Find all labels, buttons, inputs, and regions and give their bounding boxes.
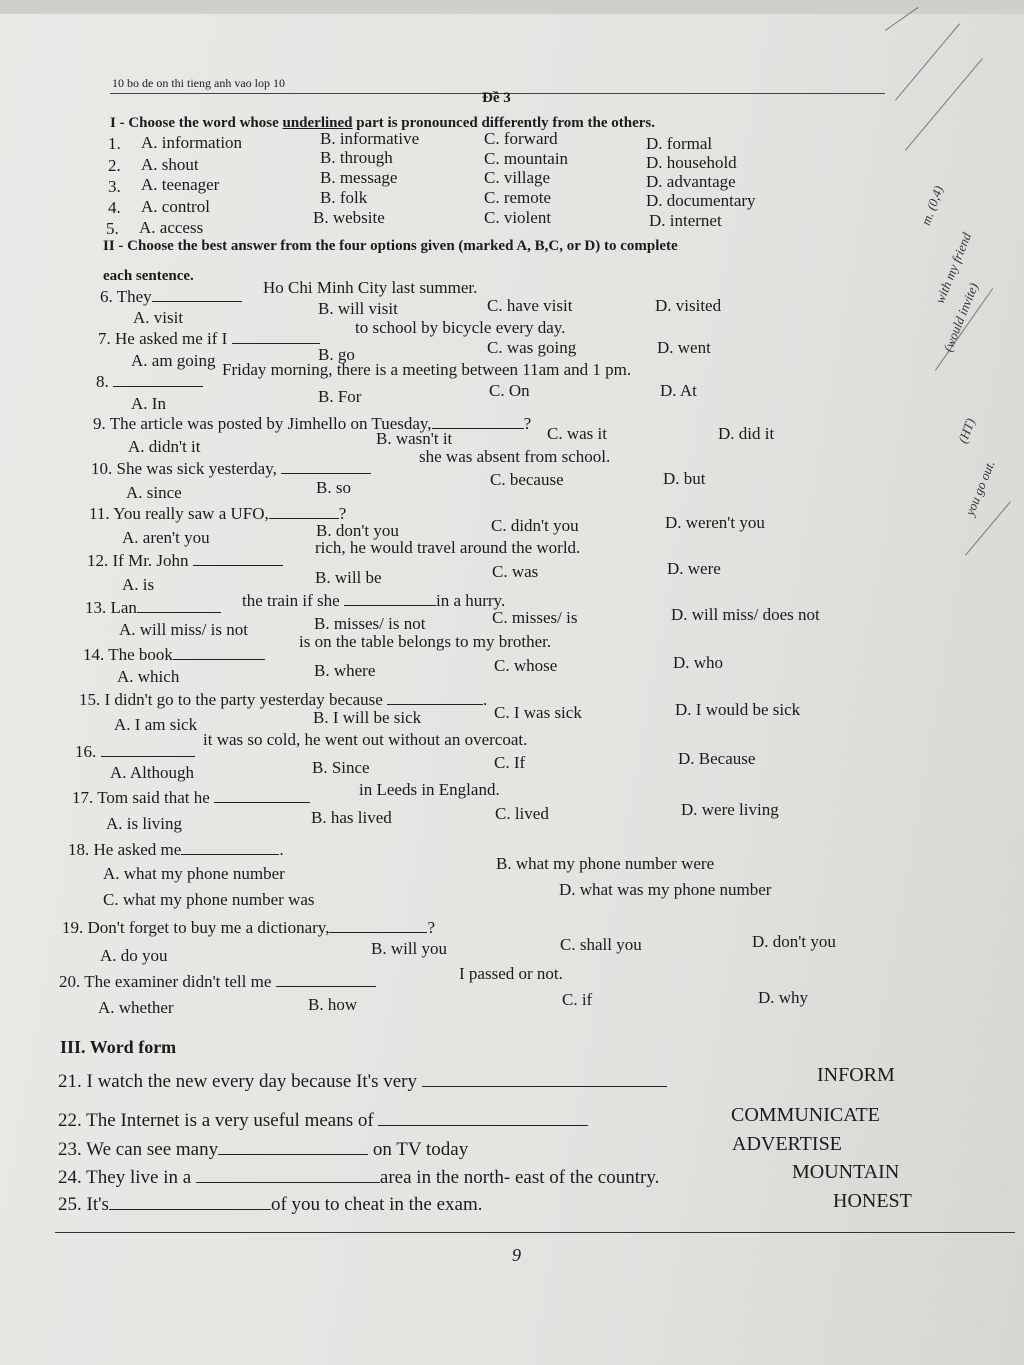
option-a: A. shout xyxy=(141,155,199,174)
question-13: 13. Lan xyxy=(85,598,221,618)
question-19: 19. Don't forget to buy me a dictionary, ? xyxy=(62,918,435,937)
option-c: C. whose xyxy=(494,656,558,675)
option-d: D. At xyxy=(660,381,697,400)
option-a: A. I am sick xyxy=(114,715,198,734)
question-12: 12. If Mr. John xyxy=(87,551,283,571)
option-a: A. since xyxy=(126,483,182,502)
question-6: 6. They xyxy=(100,287,242,307)
option-b: B. has lived xyxy=(311,808,392,827)
option-c: C. forward xyxy=(484,129,558,148)
question-6-cont: Ho Chi Minh City last summer. xyxy=(263,278,478,297)
question-20-cont: I passed or not. xyxy=(459,964,563,983)
option-c: C. because xyxy=(490,470,564,489)
option-a: A. control xyxy=(141,197,210,216)
option-b: B. how xyxy=(308,995,358,1014)
option-a: A. which xyxy=(117,667,180,686)
option-a: A. Although xyxy=(110,763,195,782)
option-d: D. what was my phone number xyxy=(559,880,772,899)
option-b: B. go xyxy=(318,345,355,364)
option-b: B. will be xyxy=(315,568,382,587)
source-header: 10 bo de on thi tieng anh vao lop 10 xyxy=(112,76,285,90)
option-c: C. I was sick xyxy=(494,703,582,722)
option-d: D. weren't you xyxy=(665,513,765,532)
margin-handwriting: (HT) xyxy=(955,416,978,446)
word-25: HONEST xyxy=(833,1190,912,1212)
option-c: C. what my phone number was xyxy=(103,890,315,909)
option-d: D. Because xyxy=(678,749,756,768)
option-a: A. am going xyxy=(131,351,216,370)
question-16: 16. xyxy=(75,742,195,762)
question-16-cont: it was so cold, he went out without an overcoat. xyxy=(203,730,528,749)
option-d: D. internet xyxy=(649,211,722,230)
question-7-cont: to school by bicycle every day. xyxy=(355,318,566,337)
exam-number: Đề 3 xyxy=(482,90,511,106)
option-d: D. who xyxy=(673,653,724,672)
question-10-cont: she was absent from school. xyxy=(419,447,611,466)
q-number: 2. xyxy=(108,156,121,175)
section2-title: II - Choose the best answer from the four options given (marked A, B,C, or D) to complete xyxy=(103,238,678,254)
option-a: A. access xyxy=(139,218,204,237)
question-14: 14. The book xyxy=(83,645,265,665)
option-c: C. lived xyxy=(495,804,549,823)
option-d: D. why xyxy=(758,988,809,1007)
question-8-cont: Friday morning, there is a meeting between 11am and 1 pm. xyxy=(222,360,632,379)
option-c: C. shall you xyxy=(560,935,642,954)
option-b: B. misses/ is not xyxy=(314,614,426,633)
page-edge-line xyxy=(905,58,983,151)
option-d: D. advantage xyxy=(646,172,736,191)
option-b: B. where xyxy=(314,661,376,680)
option-a: A. what my phone number xyxy=(103,864,285,883)
question-9: 9. The article was posted by Jimhello on Tuesday, ? xyxy=(93,414,532,433)
option-b: B. I will be sick xyxy=(313,708,422,727)
option-a: A. information xyxy=(141,133,243,152)
option-c: C. didn't you xyxy=(491,516,579,535)
margin-handwriting: with my friend xyxy=(932,230,975,306)
option-d: D. documentary xyxy=(646,191,756,210)
question-25: 25. It's of you to cheat in the exam. xyxy=(58,1194,483,1215)
word-24: MOUNTAIN xyxy=(792,1161,900,1183)
section1-title: I - Choose the word whose underlined part is pronounced differently from the others. xyxy=(110,115,656,131)
option-c: C. was xyxy=(492,562,539,581)
option-b: B. what my phone number were xyxy=(496,854,715,873)
question-15: 15. I didn't go to the party yesterday because . xyxy=(79,690,488,709)
option-c: C. village xyxy=(484,168,551,187)
option-a: A. is xyxy=(122,575,155,594)
word-22: COMMUNICATE xyxy=(731,1104,880,1126)
question-13-cont: the train if she in a hurry. xyxy=(242,591,506,610)
option-c: C. If xyxy=(494,753,526,772)
page-number: 9 xyxy=(512,1245,521,1265)
question-21: 21. I watch the new every day because It's very xyxy=(58,1071,667,1093)
option-d: D. did it xyxy=(718,424,775,443)
margin-handwriting: you go out. xyxy=(962,458,998,518)
option-c: C. was it xyxy=(547,424,607,443)
option-d: D. don't you xyxy=(752,932,836,951)
question-10: 10. She was sick yesterday, xyxy=(91,459,371,479)
option-c: C. mountain xyxy=(484,149,569,168)
question-23: 23. We can see many on TV today xyxy=(58,1139,469,1160)
option-b: B. For xyxy=(318,387,362,406)
option-a: A. will miss/ is not xyxy=(119,620,248,639)
option-b: B. wasn't it xyxy=(376,429,453,448)
option-d: D. household xyxy=(646,153,737,172)
option-a: A. aren't you xyxy=(122,528,210,547)
option-b: B. so xyxy=(316,478,351,497)
page-edge-line xyxy=(895,23,960,100)
option-a: A. is living xyxy=(106,814,183,833)
question-12-cont: rich, he would travel around the world. xyxy=(315,538,581,557)
q-number: 5. xyxy=(106,219,119,238)
option-b: B. website xyxy=(313,208,385,227)
option-b: B. folk xyxy=(320,188,368,207)
section3-title: III. Word form xyxy=(60,1037,177,1057)
section2-title-cont: each sentence. xyxy=(103,268,194,284)
option-c: C. On xyxy=(489,381,530,400)
option-c: C. remote xyxy=(484,188,552,207)
option-a: A. whether xyxy=(98,998,174,1017)
question-8: 8. xyxy=(96,372,203,392)
q-number: 3. xyxy=(108,177,121,196)
question-7: 7. He asked me if I xyxy=(98,329,320,349)
option-c: C. was going xyxy=(487,338,577,357)
option-b: B. will you xyxy=(371,939,448,958)
question-20: 20. The examiner didn't tell me xyxy=(59,972,376,992)
margin-handwriting: m. (0,4) xyxy=(918,183,947,228)
option-b: B. don't you xyxy=(316,521,399,540)
option-a: A. do you xyxy=(100,946,168,965)
q-number: 4. xyxy=(108,198,121,217)
option-d: D. went xyxy=(657,338,711,357)
option-a: A. In xyxy=(131,394,166,413)
page-edge-line xyxy=(885,7,918,31)
question-18: 18. He asked me . xyxy=(68,840,284,859)
option-d: D. formal xyxy=(646,134,713,153)
option-c: C. misses/ is xyxy=(492,608,578,627)
option-b: B. message xyxy=(320,168,398,187)
option-a: A. didn't it xyxy=(128,437,201,456)
option-c: C. have visit xyxy=(487,296,573,315)
option-d: D. were xyxy=(667,559,721,578)
margin-handwriting: (would invite) xyxy=(940,280,982,354)
option-b: B. Since xyxy=(312,758,370,777)
option-d: D. I would be sick xyxy=(675,700,801,719)
q-number: 1. xyxy=(108,134,121,153)
question-17: 17. Tom said that he xyxy=(72,788,310,808)
word-21: INFORM xyxy=(817,1064,895,1086)
option-c: C. if xyxy=(562,990,593,1009)
option-b: B. informative xyxy=(320,129,420,148)
question-24: 24. They live in a area in the north- east of the country. xyxy=(58,1167,660,1188)
question-17-cont: in Leeds in England. xyxy=(359,780,500,799)
option-b: B. through xyxy=(320,148,393,167)
footer-rule xyxy=(55,1232,1015,1233)
question-11: 11. You really saw a UFO, ? xyxy=(89,504,347,523)
question-14-cont: is on the table belongs to my brother. xyxy=(299,632,552,651)
option-d: D. will miss/ does not xyxy=(671,605,820,624)
option-d: D. but xyxy=(663,469,706,488)
option-b: B. will visit xyxy=(318,299,398,318)
option-c: C. violent xyxy=(484,208,552,227)
question-22: 22. The Internet is a very useful means of xyxy=(58,1110,588,1132)
option-d: D. visited xyxy=(655,296,722,315)
word-23: ADVERTISE xyxy=(732,1133,842,1155)
option-a: A. visit xyxy=(133,308,184,327)
option-d: D. were living xyxy=(681,800,779,819)
option-a: A. teenager xyxy=(141,175,220,194)
